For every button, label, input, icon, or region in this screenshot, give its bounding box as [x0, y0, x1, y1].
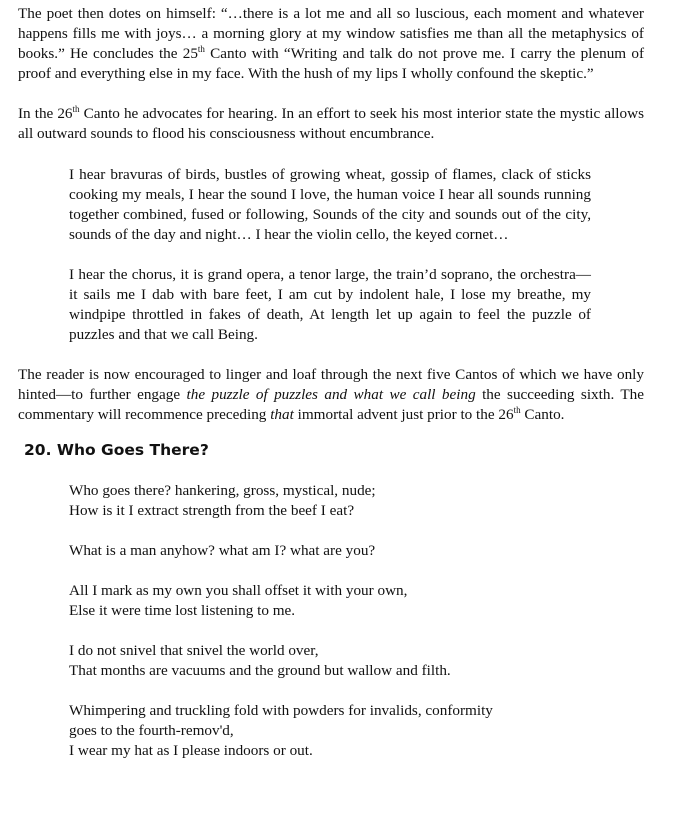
- superscript: th: [197, 43, 205, 54]
- superscript: th: [72, 103, 80, 114]
- paragraph-text: The poet then dotes on himself: “…there is a lot me and all so luscious, each moment and whatever happens fills me with joys… a morning glory at my window satisfies me than all the metaphysics of books.” He concludes the 25: [18, 5, 644, 62]
- paragraph-poet-dotes: [18, 4, 644, 84]
- poem-line: Who goes there? hankering, gross, mystical, nude;: [69, 482, 376, 499]
- poem-line: I do not snivel that snivel the world over,: [69, 642, 319, 659]
- poem-stanza: [69, 581, 644, 621]
- superscript: th: [513, 404, 521, 415]
- poem-stanza: [69, 481, 644, 521]
- poem-line: All I mark as my own you shall offset it with your own,: [69, 582, 408, 599]
- poem-stanza: [69, 701, 644, 761]
- document-page: [18, 0, 644, 761]
- paragraph-text: Canto.: [520, 406, 565, 423]
- poem-line: What is a man anyhow? what am I? what are you?: [69, 542, 376, 559]
- block-quote-1: I hear bravuras of birds, bustles of growing wheat, gossip of flames, clack of sticks cooking my meals, I hear the sound I love, the human voice I hear all sounds running together combined, fused or following, Sounds of the city and sounds out of the city, sounds of the day and night… I hear the violin cello, the keyed cornet…: [69, 166, 591, 243]
- paragraph-text: The reader is now encouraged to linger and loaf through the next five Cantos of which we have only hinted—to further engage: [18, 366, 644, 403]
- poem-line: I wear my hat as I please indoors or out.: [69, 742, 313, 759]
- paragraph-text: the succeeding sixth. The commentary will recommence preceding: [18, 386, 645, 423]
- italic-text: that: [270, 406, 294, 423]
- paragraph-text: In the 26: [18, 105, 73, 122]
- poem: [69, 481, 644, 761]
- poem-stanza: [69, 541, 644, 561]
- paragraph-26th-canto: [18, 104, 644, 144]
- paragraph-text: immortal advent just prior to the 26: [293, 406, 514, 423]
- poem-line: Whimpering and truckling fold with powders for invalids, conformity: [69, 702, 493, 719]
- section-heading: 20. Who Goes There?: [24, 441, 209, 459]
- poem-line: goes to the fourth-remov'd,: [69, 722, 234, 739]
- poem-stanza: [69, 641, 644, 681]
- italic-text: the puzzle of puzzles and what we call being: [186, 386, 476, 403]
- block-quote-2: I hear the chorus, it is grand opera, a tenor large, the train’d soprano, the orchestra—it sails me I dab with bare feet, I am cut by indolent hale, I lose my breathe, my windpipe throttled in fakes of death, At length let up again to feel the puzzle of puzzles and that we call Being.: [69, 266, 591, 343]
- poem-line: How is it I extract strength from the beef I eat?: [69, 502, 355, 519]
- paragraph-text: Canto he advocates for hearing. In an effort to seek his most interior state the mystic allows all outward sounds to flood his consciousness without encumbrance.: [18, 105, 644, 142]
- poem-line: Else it were time lost listening to me.: [69, 602, 296, 619]
- poem-line: That months are vacuums and the ground but wallow and filth.: [69, 662, 451, 679]
- paragraph-text: Canto with “Writing and talk do not prove me. I carry the plenum of proof and everything else in my face. With the hush of my lips I wholly confound the skeptic.”: [18, 45, 644, 82]
- paragraph-reader-encouraged: [18, 365, 644, 425]
